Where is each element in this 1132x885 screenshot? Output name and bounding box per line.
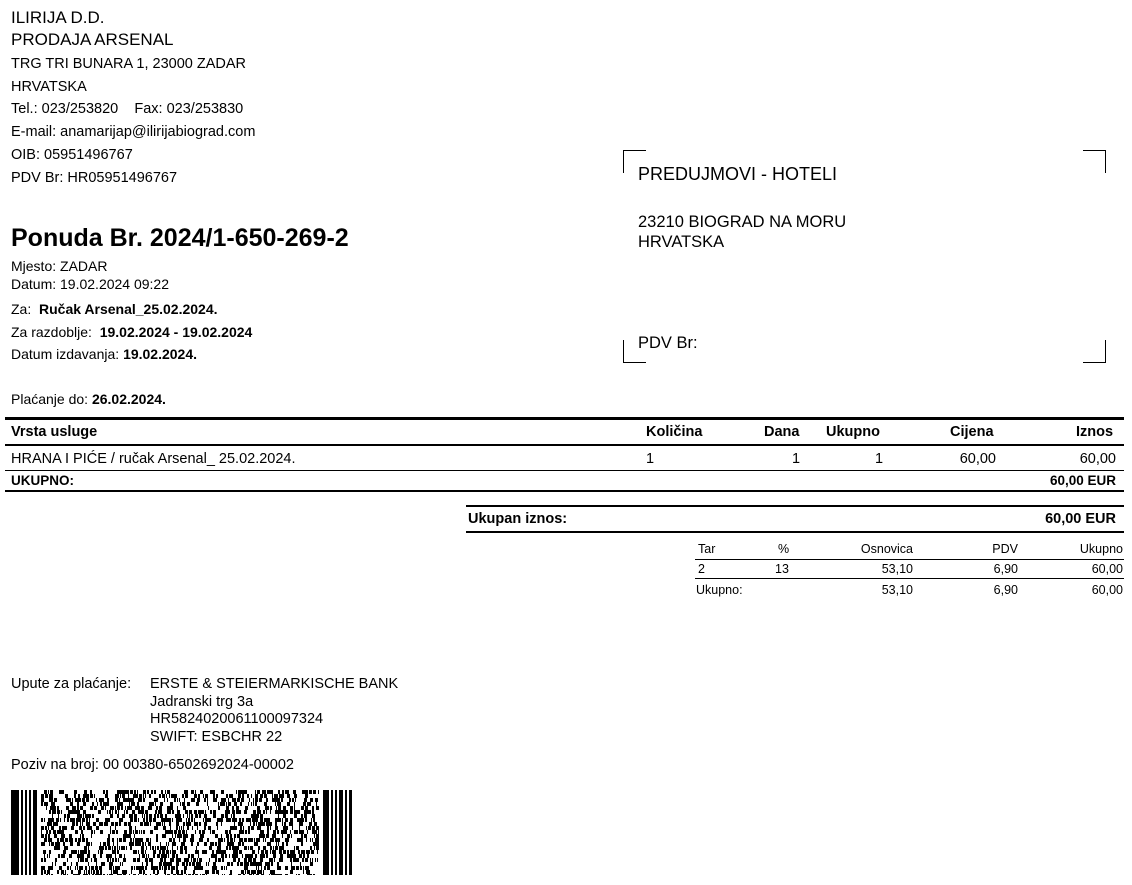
row-price: 60,00	[959, 451, 996, 467]
col-total: Ukupno	[826, 424, 880, 440]
period-label: Za razdoblje:	[11, 324, 92, 340]
phone-label: Tel.:	[11, 101, 38, 117]
col-quantity: Količina	[646, 424, 703, 440]
email-value: anamarijap@ilirijabiograd.com	[60, 124, 256, 140]
tax-sum-total: 60,00	[1091, 583, 1123, 597]
row-amount: 60,00	[1079, 451, 1116, 467]
payment-barcode	[11, 790, 352, 875]
offer-issue-date	[11, 346, 197, 362]
company-name: ILIRIJA D.D.	[11, 8, 105, 27]
col-amount: Iznos	[1076, 424, 1114, 440]
company-oib	[11, 146, 133, 164]
payment-label: Upute za plaćanje:	[11, 676, 132, 692]
offer-for	[11, 301, 218, 317]
payment-iban: HR5824020061100097324	[150, 711, 324, 727]
tax-col-percent: %	[778, 542, 790, 556]
grand-total-bottom-rule	[466, 531, 1124, 533]
offer-period	[11, 324, 252, 340]
date-label: Datum:	[11, 276, 57, 292]
col-price: Cijena	[950, 424, 994, 440]
company-contact	[11, 100, 243, 118]
payment-bank: ERSTE & STEIERMARKISCHE BANK	[150, 676, 399, 692]
vat-label: PDV Br:	[11, 170, 64, 186]
company-email	[11, 123, 255, 141]
offer-date	[11, 276, 169, 292]
tax-sum-vat: 6,90	[993, 583, 1018, 597]
address-corner-top-right	[1083, 150, 1106, 173]
oib-label: OIB:	[11, 147, 41, 163]
fax-label: Fax:	[134, 101, 163, 117]
grand-total-label: Ukupan iznos:	[468, 511, 568, 527]
payment-details	[150, 676, 398, 746]
reference-value: 00 00380-6502692024-00002	[102, 757, 294, 773]
place-label: Mjesto:	[11, 258, 57, 274]
issue-label: Datum izdavanja:	[11, 346, 120, 362]
tax-col-vat: PDV	[992, 542, 1018, 556]
table-row-rule	[5, 470, 1124, 471]
vat-value: HR05951496767	[67, 170, 178, 186]
fax-value: 023/253830	[166, 101, 244, 117]
payment-bank-address: Jadranski trg 3a	[150, 693, 254, 710]
row-total: 1	[875, 451, 884, 467]
tax-col-total: Ukupno	[1079, 542, 1123, 556]
recipient-vat-label: PDV Br:	[638, 334, 698, 352]
tax-sum-base: 53,10	[881, 583, 913, 597]
grand-total-top-rule	[466, 505, 1124, 507]
row-days: 1	[792, 451, 801, 467]
oib-value: 05951496767	[44, 147, 133, 163]
tax-row-base: 53,10	[881, 562, 913, 576]
company-country: HRVATSKA	[11, 79, 87, 95]
table-header-rule	[5, 444, 1124, 446]
payment-swift: SWIFT: ESBCHR 22	[150, 728, 283, 745]
recipient-city: 23210 BIOGRAD NA MORU	[638, 213, 847, 231]
for-label: Za:	[11, 301, 32, 317]
place-value: ZADAR	[60, 258, 108, 274]
table-bottom-rule	[5, 490, 1124, 492]
offer-title: Ponuda Br. 2024/1-650-269-2	[11, 224, 349, 252]
table-total-value: 60,00 EUR	[1049, 473, 1116, 488]
grand-total-value: 60,00 EUR	[1045, 511, 1116, 527]
tax-sum-label: Ukupno:	[696, 583, 743, 597]
company-unit: PRODAJA ARSENAL	[11, 30, 174, 49]
tax-row-percent: 13	[775, 562, 789, 576]
period-value: 19.02.2024 - 19.02.2024	[99, 324, 253, 340]
for-value: Ručak Arsenal_25.02.2024.	[39, 301, 218, 317]
tax-row-vat: 6,90	[993, 562, 1018, 576]
company-vat	[11, 169, 177, 187]
phone-value: 023/253820	[41, 101, 119, 117]
date-value: 19.02.2024 09:22	[60, 276, 170, 292]
company-address: TRG TRI BUNARA 1, 23000 ZADAR	[11, 56, 247, 72]
tax-col-base: Osnovica	[860, 542, 913, 556]
payment-reference	[11, 757, 294, 773]
offer-place	[11, 258, 107, 274]
col-service: Vrsta usluge	[11, 424, 98, 440]
tax-row-tar: 2	[698, 562, 705, 576]
reference-label: Poziv na broj:	[11, 757, 99, 773]
pay-label: Plaćanje do:	[11, 391, 89, 407]
tax-header-rule	[695, 559, 1124, 560]
pay-value: 26.02.2024.	[91, 391, 166, 407]
table-top-rule	[5, 417, 1124, 420]
recipient-country: HRVATSKA	[638, 233, 725, 251]
tax-row-total: 60,00	[1091, 562, 1123, 576]
issue-value: 19.02.2024.	[123, 346, 198, 362]
recipient-name: PREDUJMOVI - HOTELI	[638, 164, 838, 184]
col-days: Dana	[764, 424, 800, 440]
tax-col-tar: Tar	[698, 542, 716, 556]
row-quantity: 1	[646, 451, 655, 467]
email-label: E-mail:	[11, 124, 57, 140]
tax-row-rule	[695, 578, 1124, 579]
offer-pay-until	[11, 391, 166, 407]
table-total-label: UKUPNO:	[11, 473, 74, 488]
address-corner-bottom-right	[1083, 340, 1106, 363]
row-service: HRANA I PIĆE / ručak Arsenal_ 25.02.2024.	[11, 451, 296, 467]
